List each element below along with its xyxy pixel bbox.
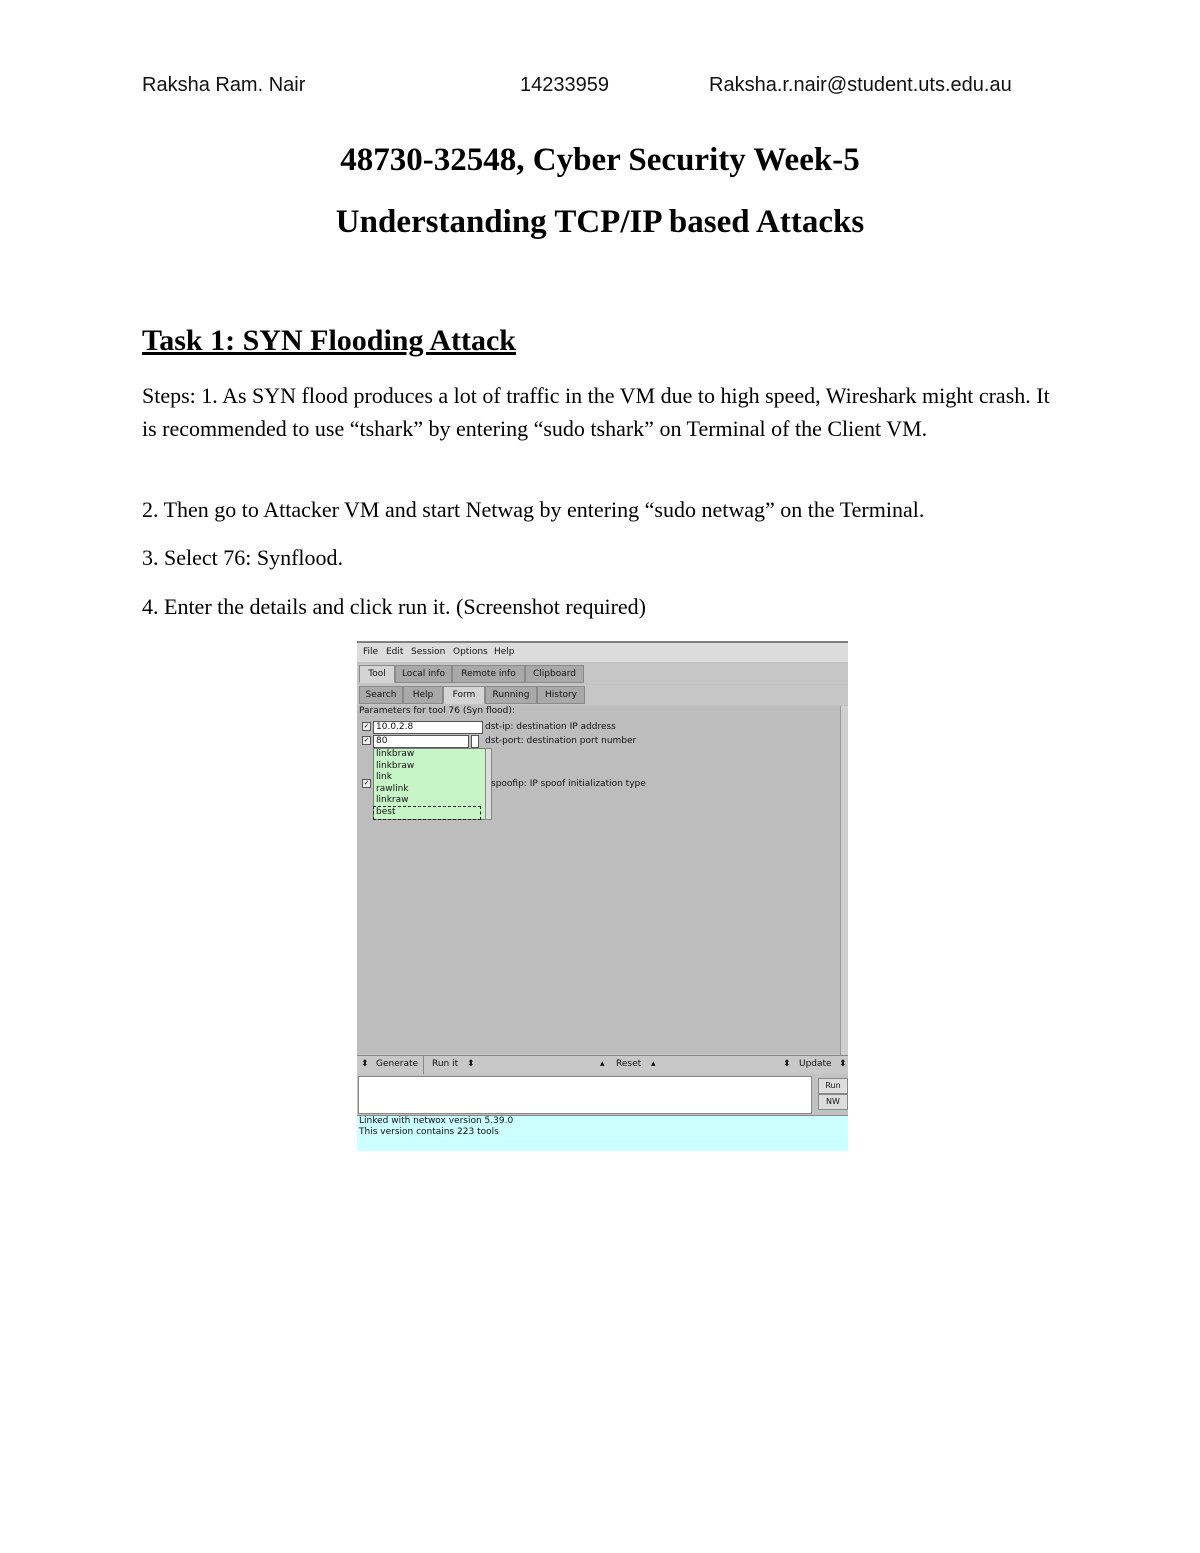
menu-edit[interactable]: Edit <box>386 647 404 657</box>
document-title-line1: 48730-32548, Cyber Security Week-5 <box>340 142 860 178</box>
nw-checkbox[interactable]: NW <box>818 1094 848 1110</box>
tab-help[interactable]: Help <box>403 686 443 704</box>
dst-port-label: dst-port: destination port number <box>485 736 637 746</box>
tab-tool[interactable]: Tool <box>359 665 395 683</box>
runit-arrows-icon: ⬍ <box>467 1059 475 1069</box>
tab-local-info[interactable]: Local info <box>395 665 452 683</box>
dst-port-checkbox[interactable]: ✓ <box>363 736 370 744</box>
step-1-paragraph: Steps: 1. As SYN flood produces a lot of traffic in the VM due to high speed, Wireshark might crash. It is recommended to use “tshark” by entering “sudo tshark” on Terminal of the Client VM. <box>142 383 1050 441</box>
spoofip-label: spoofip: IP spoof initialization type <box>491 779 646 789</box>
tool-form <box>357 706 841 1054</box>
step-3-paragraph: 3. Select 76: Synflood. <box>142 545 344 570</box>
dst-port-spinner[interactable] <box>471 735 479 748</box>
reset-right-arrow-icon: ▴ <box>651 1059 656 1069</box>
log-area <box>357 1115 848 1151</box>
generate-button[interactable]: Generate <box>376 1059 419 1069</box>
spoof-option-selected[interactable]: best <box>374 807 480 819</box>
menu-options[interactable]: Options <box>453 647 488 657</box>
run-it-button[interactable]: Run it <box>432 1059 459 1069</box>
author-email: Raksha.r.nair@student.uts.edu.au <box>709 74 1012 96</box>
menu-help[interactable]: Help <box>494 647 515 657</box>
run-button[interactable]: Run <box>818 1078 848 1094</box>
tab-history[interactable]: History <box>537 686 585 704</box>
menu-session[interactable]: Session <box>411 647 446 657</box>
params-title: Parameters for tool 76 (Syn flood): <box>359 706 515 716</box>
log-line: Linked with netwox version 5.39.0 <box>359 1116 514 1126</box>
form-scrollbar[interactable] <box>840 706 848 1056</box>
update-right-arrows-icon: ⬍ <box>839 1059 847 1069</box>
generate-arrows-icon: ⬍ <box>361 1059 369 1069</box>
command-textbox[interactable] <box>358 1076 812 1114</box>
spoof-option[interactable]: rawlink <box>376 783 409 794</box>
dst-ip-input[interactable]: 10.0.2.8 <box>373 721 483 734</box>
spoof-option[interactable]: linkbraw <box>376 749 415 759</box>
dst-port-input[interactable]: 80 <box>373 735 469 748</box>
tab-running[interactable]: Running <box>485 686 537 704</box>
spoofip-checkbox[interactable]: ✓ <box>363 779 370 787</box>
update-arrows-icon: ⬍ <box>783 1059 791 1069</box>
menu-bar <box>357 643 848 662</box>
step-2-paragraph: 2. Then go to Attacker VM and start Netwag by entering “sudo netwag” on the Terminal. <box>142 497 925 522</box>
log-line: This version contains 223 tools <box>359 1127 499 1137</box>
spoofip-dropdown-list[interactable] <box>373 748 487 820</box>
netwag-screenshot <box>357 641 848 1151</box>
student-id: 14233959 <box>520 74 609 96</box>
reset-button[interactable]: Reset <box>616 1059 642 1069</box>
reset-left-arrow-icon: ▴ <box>600 1059 605 1069</box>
tab-remote-info[interactable]: Remote info <box>452 665 525 683</box>
document-title-line2: Understanding TCP/IP based Attacks <box>335 204 865 240</box>
step-4-paragraph: 4. Enter the details and click run it. (Screenshot required) <box>142 594 646 619</box>
main-tabs <box>357 664 848 684</box>
spoof-option[interactable]: link <box>376 772 392 783</box>
spoof-option[interactable]: linkbraw <box>376 760 415 771</box>
author-name: Raksha Ram. Nair <box>142 74 306 96</box>
menu-file[interactable]: File <box>363 647 379 657</box>
button-bar <box>357 1055 848 1074</box>
task-heading: Task 1: SYN Flooding Attack <box>142 324 516 357</box>
separator <box>423 1056 424 1074</box>
tab-search[interactable]: Search <box>359 686 403 704</box>
tool-tabs <box>357 685 848 705</box>
spoof-option[interactable]: linkraw <box>376 795 409 806</box>
tab-clipboard[interactable]: Clipboard <box>525 665 584 683</box>
tab-form[interactable]: Form <box>443 686 485 704</box>
dst-ip-checkbox[interactable]: ✓ <box>363 722 370 730</box>
dst-ip-label: dst-ip: destination IP address <box>485 722 616 732</box>
update-button[interactable]: Update <box>799 1059 832 1069</box>
